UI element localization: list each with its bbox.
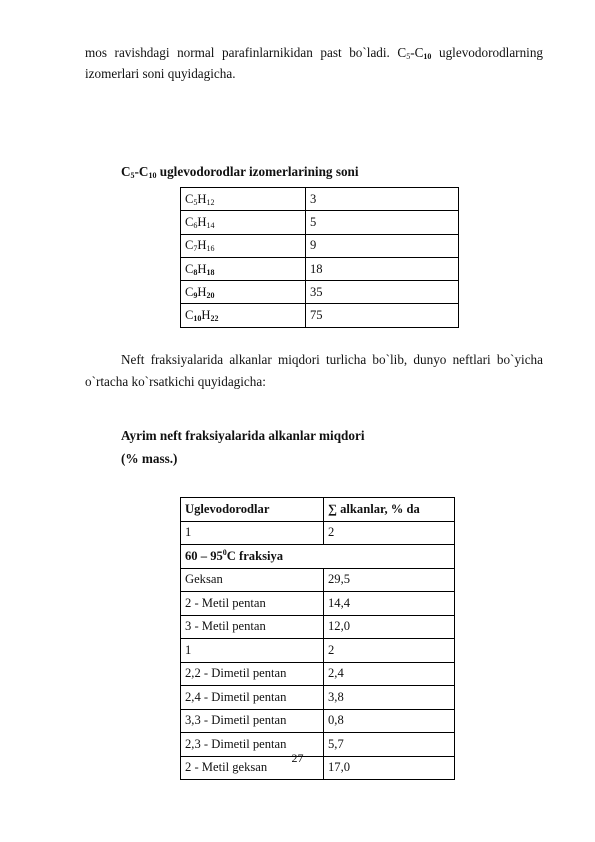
table-row	[181, 304, 459, 327]
header-alkanes-percent: ∑ alkanlar, % da	[324, 498, 455, 522]
isomer-count-cell: 3	[306, 188, 459, 211]
hydrocarbon-name-cell: 1	[181, 639, 324, 663]
table-row	[181, 281, 459, 304]
hydrocarbon-name-cell: 2,4 - Dimetil pentan	[181, 686, 324, 710]
alkane-percent-cell: 29,5	[324, 568, 455, 592]
formula-cell: $C_6H_{14}$	[181, 211, 306, 234]
header-hydrocarbons: Uglevodorodlar	[181, 498, 324, 522]
alkane-percent-cell: 5,7	[324, 733, 455, 757]
alkane-percent-cell: 3,8	[324, 686, 455, 710]
table-header-row	[181, 498, 455, 522]
table-row	[181, 615, 455, 639]
alkane-percent-cell: 0,8	[324, 709, 455, 733]
hydrocarbon-name-cell: 2 - Metil geksan	[181, 756, 324, 780]
table-numbering-row	[181, 521, 455, 545]
numbering-col-2: 2	[324, 521, 455, 545]
isomer-count-cell: 35	[306, 281, 459, 304]
fraction-label: $60 - 95^0C$ fraksiya	[181, 545, 455, 569]
intro-paragraph	[85, 42, 543, 84]
table-row	[181, 257, 459, 280]
table-row	[181, 211, 459, 234]
isomer-table-title: $C_5-C_{10}$ uglevodorodlar izomerlarining soni	[121, 164, 359, 180]
fraction-label-row	[181, 545, 455, 569]
alkane-percent-cell: 2,4	[324, 662, 455, 686]
table-row	[181, 188, 459, 211]
isomer-count-cell: 75	[306, 304, 459, 327]
table-row	[181, 568, 455, 592]
alkane-intro-line-1: Neft fraksiyalarida alkanlar miqdori turlicha bo`lib, dunyo neftlari bo`yicha	[121, 352, 543, 367]
hydrocarbon-name-cell: 3 - Metil pentan	[181, 615, 324, 639]
hydrocarbon-name-cell: 2,3 - Dimetil pentan	[181, 733, 324, 757]
isomer-count-table	[180, 187, 459, 328]
intro-line-2: izomerlari soni quyidagicha.	[85, 66, 236, 81]
alkane-percent-cell: 12,0	[324, 615, 455, 639]
alkane-percent-cell: 2	[324, 639, 455, 663]
formula-cell: $C_7H_{16}$	[181, 234, 306, 257]
alkane-table-unit: (% mass.)	[121, 451, 178, 466]
hydrocarbon-name-cell: 3,3 - Dimetil pentan	[181, 709, 324, 733]
table-row	[181, 639, 455, 663]
alkane-intro-paragraph	[85, 349, 543, 392]
table-row	[181, 592, 455, 616]
alkane-content-table	[180, 497, 455, 780]
hydrocarbon-name-cell: Geksan	[181, 568, 324, 592]
isomer-count-cell: 9	[306, 234, 459, 257]
alkane-percent-cell: 17,0	[324, 756, 455, 780]
numbering-col-1: 1	[181, 521, 324, 545]
table-row	[181, 662, 455, 686]
formula-cell: $C_5H_{12}$	[181, 188, 306, 211]
hydrocarbon-name-cell: 2,2 - Dimetil pentan	[181, 662, 324, 686]
intro-line-1: mos ravishdagi normal parafinlarnikidan past bo`ladi. $C_5-C_{10}$ uglevodorodlarning	[85, 45, 544, 61]
formula-cell: $C_9H_{20}$	[181, 281, 306, 304]
table-row	[181, 234, 459, 257]
isomer-count-cell: 18	[306, 257, 459, 280]
alkane-percent-cell: 14,4	[324, 592, 455, 616]
alkane-intro-line-2: o`rtacha ko`rsatkichi quyidagicha:	[85, 373, 266, 389]
hydrocarbon-name-cell: 2 - Metil pentan	[181, 592, 324, 616]
table-row	[181, 686, 455, 710]
formula-cell: $C_8H_{18}$	[181, 257, 306, 280]
table-row	[181, 709, 455, 733]
isomer-count-cell: 5	[306, 211, 459, 234]
alkane-table-title: Ayrim neft fraksiyalarida alkanlar miqdori	[121, 428, 365, 443]
formula-cell: $C_{10}H_{22}$	[181, 304, 306, 327]
page-number: 27	[291, 751, 304, 765]
